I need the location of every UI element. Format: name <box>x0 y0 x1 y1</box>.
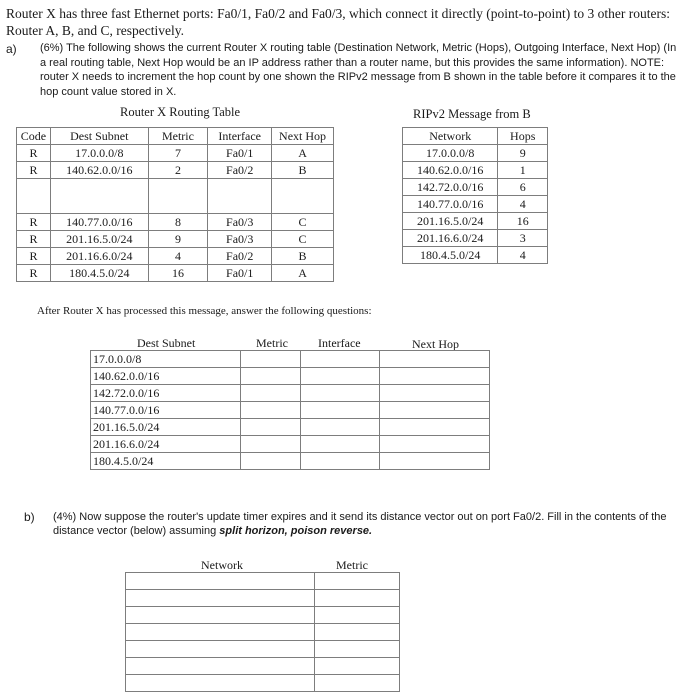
header-dest-subnet: Dest Subnet <box>50 128 148 145</box>
cell-dest-subnet: 180.4.5.0/24 <box>50 265 148 282</box>
cell-metric: 4 <box>148 248 208 265</box>
table-row <box>17 162 334 179</box>
table-row <box>403 247 548 264</box>
header-network: Network <box>403 128 498 145</box>
answer-dest-subnet: 180.4.5.0/24 <box>91 453 241 470</box>
cell-interface: Fa0/3 <box>208 214 272 231</box>
answer-metric-input[interactable] <box>240 419 300 436</box>
answer-metric-input[interactable] <box>240 368 300 385</box>
routing-table-title: Router X Routing Table <box>120 105 241 119</box>
cell-dest-subnet: 140.77.0.0/16 <box>50 214 148 231</box>
dv-network-input[interactable] <box>126 658 315 675</box>
cell-interface: Fa0/3 <box>208 231 272 248</box>
dv-metric-input[interactable] <box>315 675 400 692</box>
cell-next-hop: A <box>272 265 334 282</box>
cell-network: 201.16.6.0/24 <box>403 230 498 247</box>
cell-network: 17.0.0.0/8 <box>403 145 498 162</box>
table-row <box>403 230 548 247</box>
answer-dest-subnet: 201.16.5.0/24 <box>91 419 241 436</box>
answer-metric-input[interactable] <box>240 402 300 419</box>
cell-network: 140.62.0.0/16 <box>403 162 498 179</box>
part-a-text: (6%) The following shows the current Router X routing table (Destination Network, Metric (Hops), Outgoing Interface, Next Hop) (In a real routing table, Next Hop would be an IP address rather than a router name, but this provides the same information). NOTE: router X needs to increment the hop count by one shown the RIPv2 message from B shown in the table before it compares it to the hop count value stored in X. <box>40 42 677 98</box>
answer-metric-input[interactable] <box>240 351 300 368</box>
dv-metric-input[interactable] <box>315 658 400 675</box>
cell-metric: 16 <box>148 265 208 282</box>
cell-next-hop: B <box>272 248 334 265</box>
table-row <box>403 162 548 179</box>
answer-next-hop-input[interactable] <box>380 385 490 402</box>
cell-metric: 2 <box>148 162 208 179</box>
part-b-emphasis: split horizon, poison reverse. <box>219 525 373 537</box>
dv-metric-input[interactable] <box>315 624 400 641</box>
cell-network: 180.4.5.0/24 <box>403 247 498 264</box>
cell-network: 142.72.0.0/16 <box>403 179 498 196</box>
dv-network-input[interactable] <box>126 573 315 590</box>
answer-header-interface: Interface <box>318 336 361 350</box>
dv-row <box>126 573 400 590</box>
table-row <box>17 145 334 162</box>
answer-table <box>90 350 490 470</box>
answer-next-hop-input[interactable] <box>380 453 490 470</box>
dv-metric-input[interactable] <box>315 607 400 624</box>
answer-dest-subnet: 142.72.0.0/16 <box>91 385 241 402</box>
distance-vector-table <box>125 572 400 692</box>
cell-network: 140.77.0.0/16 <box>403 196 498 213</box>
cell-hops: 4 <box>498 196 548 213</box>
answer-dest-subnet: 17.0.0.0/8 <box>91 351 241 368</box>
cell-metric: 7 <box>148 145 208 162</box>
cell-network: 201.16.5.0/24 <box>403 213 498 230</box>
answer-next-hop-input[interactable] <box>380 436 490 453</box>
header-next-hop: Next Hop <box>272 128 334 145</box>
table-row <box>17 214 334 231</box>
answer-row <box>91 351 490 368</box>
part-b-label: b) <box>24 510 35 524</box>
answer-next-hop-input[interactable] <box>380 351 490 368</box>
table-row <box>403 213 548 230</box>
cell-interface: Fa0/1 <box>208 145 272 162</box>
cell-code: R <box>17 231 51 248</box>
answer-metric-input[interactable] <box>240 385 300 402</box>
cell-dest-subnet: 201.16.6.0/24 <box>50 248 148 265</box>
table-row <box>17 265 334 282</box>
dv-header-network: Network <box>201 558 243 572</box>
dv-network-input[interactable] <box>126 590 315 607</box>
cell-hops: 1 <box>498 162 548 179</box>
cell-hops: 4 <box>498 247 548 264</box>
dv-network-input[interactable] <box>126 641 315 658</box>
header-interface: Interface <box>208 128 272 145</box>
cell-interface: Fa0/1 <box>208 265 272 282</box>
part-b-text <box>53 510 673 538</box>
answer-interface-input[interactable] <box>300 402 380 419</box>
part-b-text-main: (4%) Now suppose the router's update timer expires and it send its distance vector out on port Fa0/2. Fill in the contents of the distance vector (below) assuming <box>53 511 667 537</box>
dv-network-input[interactable] <box>126 675 315 692</box>
cell-next-hop: A <box>272 145 334 162</box>
answer-metric-input[interactable] <box>240 453 300 470</box>
intro-text: Router X has three fast Ethernet ports: Fa0/1, Fa0/2 and Fa0/3, which connect it directly (point-to-point) to 3 other routers: Router A, B, and C, respectively. <box>6 6 670 38</box>
cell-dest-subnet: 201.16.5.0/24 <box>50 231 148 248</box>
table-row <box>403 179 548 196</box>
cell-metric: 9 <box>148 231 208 248</box>
header-metric: Metric <box>148 128 208 145</box>
cell-dest-subnet: 17.0.0.0/8 <box>50 145 148 162</box>
answer-interface-input[interactable] <box>300 419 380 436</box>
answer-dest-subnet: 201.16.6.0/24 <box>91 436 241 453</box>
answer-dest-subnet: 140.77.0.0/16 <box>91 402 241 419</box>
dv-metric-input[interactable] <box>315 590 400 607</box>
dv-row <box>126 641 400 658</box>
cell-next-hop: B <box>272 162 334 179</box>
table-row <box>403 196 548 213</box>
table-row <box>403 145 548 162</box>
dv-metric-input[interactable] <box>315 641 400 658</box>
rip-message-table <box>402 127 548 264</box>
part-a-label: a) <box>6 42 17 56</box>
cell-interface: Fa0/2 <box>208 248 272 265</box>
cell-dest-subnet: 140.62.0.0/16 <box>50 162 148 179</box>
answer-header-dest-subnet: Dest Subnet <box>137 336 196 350</box>
instruction-text: After Router X has processed this message, answer the following questions: <box>37 305 372 317</box>
dv-network-input[interactable] <box>126 624 315 641</box>
answer-metric-input[interactable] <box>240 436 300 453</box>
dv-header-metric: Metric <box>336 558 368 572</box>
header-hops: Hops <box>498 128 548 145</box>
dv-row <box>126 624 400 641</box>
cell-code: R <box>17 265 51 282</box>
dv-network-input[interactable] <box>126 607 315 624</box>
table-row <box>17 231 334 248</box>
cell-hops: 3 <box>498 230 548 247</box>
answer-next-hop-input[interactable] <box>380 368 490 385</box>
answer-next-hop-input[interactable] <box>380 419 490 436</box>
answer-row <box>91 436 490 453</box>
cell-metric: 8 <box>148 214 208 231</box>
answer-dest-subnet: 140.62.0.0/16 <box>91 368 241 385</box>
answer-next-hop-input[interactable] <box>380 402 490 419</box>
cell-code: R <box>17 248 51 265</box>
answer-interface-input[interactable] <box>300 453 380 470</box>
cell-hops: 16 <box>498 213 548 230</box>
answer-row <box>91 419 490 436</box>
answer-interface-input[interactable] <box>300 351 380 368</box>
answer-row <box>91 368 490 385</box>
answer-row <box>91 402 490 419</box>
rip-message-title: RIPv2 Message from B <box>413 107 531 121</box>
cell-code: R <box>17 145 51 162</box>
dv-row <box>126 675 400 692</box>
cell-code: R <box>17 214 51 231</box>
answer-header-next-hop: Next Hop <box>412 337 459 351</box>
cell-next-hop: C <box>272 214 334 231</box>
dv-row <box>126 658 400 675</box>
answer-row <box>91 453 490 470</box>
table-row-empty <box>17 179 334 214</box>
cell-next-hop: C <box>272 231 334 248</box>
dv-row <box>126 607 400 624</box>
cell-interface: Fa0/2 <box>208 162 272 179</box>
answer-interface-input[interactable] <box>300 436 380 453</box>
dv-row <box>126 590 400 607</box>
answer-row <box>91 385 490 402</box>
routing-table <box>16 127 334 282</box>
cell-hops: 6 <box>498 179 548 196</box>
answer-interface-input[interactable] <box>300 368 380 385</box>
answer-header-metric: Metric <box>256 336 288 350</box>
header-code: Code <box>17 128 51 145</box>
cell-hops: 9 <box>498 145 548 162</box>
dv-metric-input[interactable] <box>315 573 400 590</box>
cell-code: R <box>17 162 51 179</box>
table-row <box>17 248 334 265</box>
answer-interface-input[interactable] <box>300 385 380 402</box>
